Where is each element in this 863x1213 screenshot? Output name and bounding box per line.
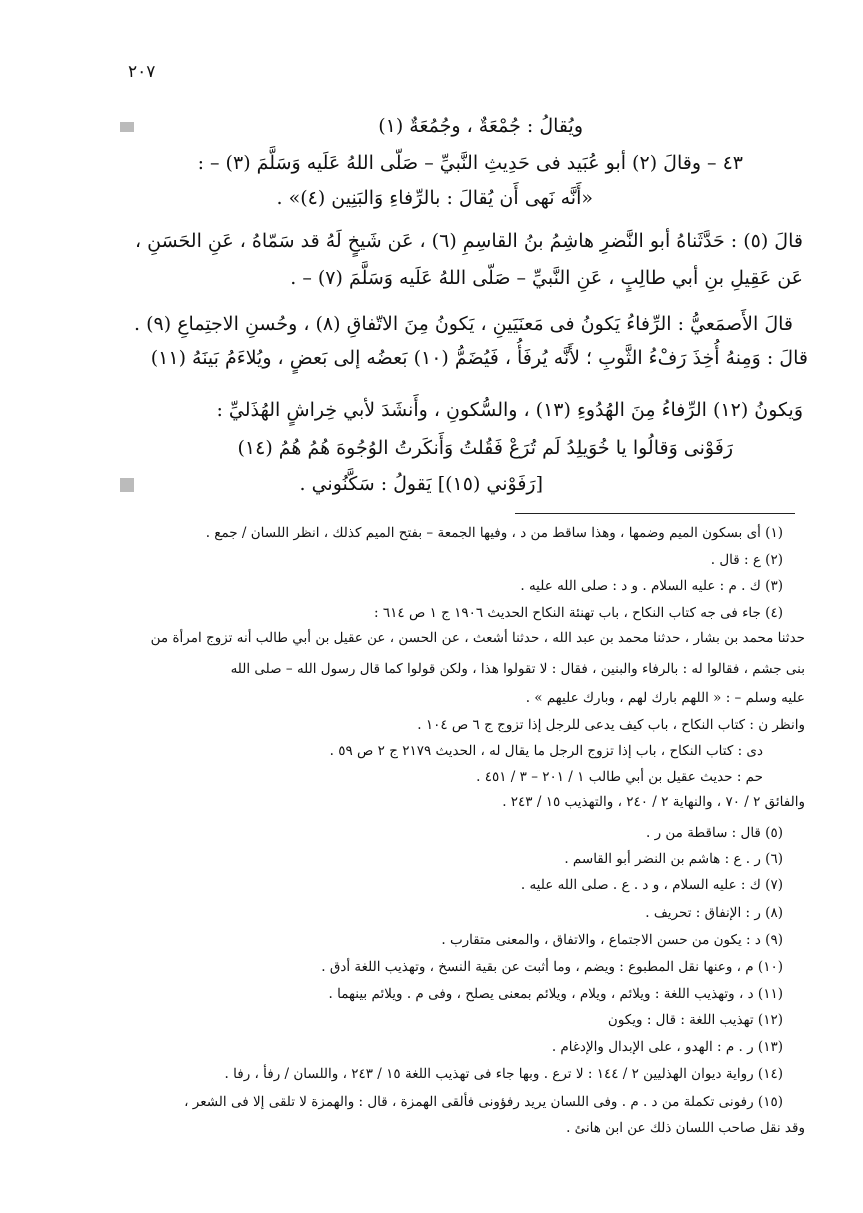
footnote: (٩) د : يكون من حسن الاجتماع ، والاتفاق ، والمعنى متقارب . xyxy=(441,932,783,948)
footnote: (١٥) رفونى تكملة من د . م . وفى اللسان يريد رفؤونى فألقى الهمزة ، قال : والهمزة لا تلقى إلا فى الشعر ، xyxy=(184,1094,783,1110)
footnote: (٣) ك . م : عليه السلام . و د : صلى الله عليه . xyxy=(520,578,783,594)
footnote-continuation: وقد نقل صاحب اللسان ذلك عن ابن هانئ . xyxy=(566,1120,805,1136)
footnote-continuation: حم : حديث عقيل بن أبي طالب ١ / ٢٠١ – ٣ / ٤٥١ . xyxy=(476,769,763,785)
footnote: (٥) قال : ساقطة من ر . xyxy=(646,825,783,841)
footnote: (١١) د ، وتهذيب اللغة : ويلائم ، ويلام ، ويلائم بمعنى يصلح ، وفى م . ويلائم بينهما . xyxy=(328,986,783,1002)
page-number: ٢٠٧ xyxy=(128,62,156,82)
poem-verse: رَفَوْنى وَقالُوا يا خُوَيلِدُ لَم تُرَعْ فَقُلتُ وَأَنكَرتُ الوُجُوهَ هُمُ هُمُ (١٤) xyxy=(237,437,733,459)
footnote: (١٢) تهذيب اللغة : قال : ويكون xyxy=(607,1012,783,1028)
footnote: (٦) ر . ع : هاشم بن النضر أبو القاسم . xyxy=(564,851,783,867)
footnote-continuation: والفائق ٢ / ٧٠ ، والنهاية ٢ / ٢٤٠ ، والتهذيب ١٥ / ٢٤٣ . xyxy=(502,794,805,810)
footnote: (٨) ر : الإنفاق : تحريف . xyxy=(645,905,783,921)
main-line: [رَفَوْني (١٥)] يَقولُ : سَكَّنُوني . xyxy=(299,473,543,495)
footnote: (١٠) م ، وعنها نقل المطبوع : ويضم ، وما أثبت عن بقية النسخ ، وتهذيب اللغة أدق . xyxy=(321,959,783,975)
scan-speck xyxy=(120,122,134,132)
footnote: (٢) ع : قال . xyxy=(710,552,783,568)
main-line: ٤٣ – وقالَ (٢) أبو عُبَيد فى حَدِيثِ النَّبيِّ – صَلّى اللهُ عَلَيه وَسَلَّمَ (٣) – : xyxy=(197,152,743,174)
footnote-continuation: حدثنا محمد بن بشار ، حدثنا محمد بن عبد الله ، حدثنا أشعث ، عن الحسن ، عن عقيل بن أبي طالب أنه تزوج امرأة من xyxy=(150,630,805,646)
scan-speck xyxy=(120,478,134,492)
main-line: وَيكونُ (١٢) الرِّفاءُ مِنَ الهُدُوءِ (١٣) ، والسُّكونِ ، وأَنشَدَ لأبي خِراشٍ الهُذَليِّ : xyxy=(216,399,803,421)
footnote: (١) أى بسكون الميم وضمها ، وهذا ساقط من د ، وفيها الجمعة – بفتح الميم كذلك ، انظر اللسان / جمع . xyxy=(205,525,783,541)
footnote: (٧) ك : عليه السلام ، و د . ع . صلى الله عليه . xyxy=(520,877,783,893)
footnote-continuation: وانظر ن : كتاب النكاح ، باب كيف يدعى للرجل إذا تزوج ج ٦ ص ١٠٤ . xyxy=(417,717,805,733)
footnote-separator xyxy=(515,513,795,514)
footnote-continuation: عليه وسلم – : « اللهم بارك لهم ، وبارك عليهم » . xyxy=(525,690,805,706)
main-line: «أَنَّه نَهى أَن يُقالَ : بالرِّفاءِ وَالبَنِين (٤)» . xyxy=(276,187,593,209)
footnote: (١٣) ر . م : الهدو ، على الإبدال والإدغام . xyxy=(551,1039,783,1055)
main-line: عَن عَقِيلِ بنِ أبي طالِبٍ ، عَنِ النَّبيِّ – صَلّى اللهُ عَلَيه وَسَلَّمَ (٧) – . xyxy=(290,267,803,289)
main-line: ويُقالُ : جُمْعَةٌ ، وجُمُعَةٌ (١) xyxy=(378,115,583,137)
footnote: (٤) جاء فى جه كتاب النكاح ، باب تهنئة النكاح الحديث ١٩٠٦ ج ١ ص ٦١٤ : xyxy=(374,605,783,621)
main-line: قالَ الأَصمَعيُّ : الرِّفاءُ يَكونُ فى مَعنَيَينِ ، يَكونُ مِنَ الاتّفاقِ (٨) ، وحُسنِ الاجتِماعِ (٩) . xyxy=(134,313,793,335)
footnote-continuation: دى : كتاب النكاح ، باب إذا تزوج الرجل ما يقال له ، الحديث ٢١٧٩ ج ٢ ص ٥٩ . xyxy=(329,743,763,759)
footnote: (١٤) رواية ديوان الهذليين ٢ / ١٤٤ : لا ترع . وبها جاء فى تهذيب اللغة ١٥ / ٢٤٣ ، واللسان / رفأ ، رفا . xyxy=(224,1066,783,1082)
footnote-continuation: بنى جشم ، فقالوا له : بالرفاء والبنين ، فقال : لا تقولوا هذا ، ولكن قولوا كما قال رسول الله – صلى الله xyxy=(230,661,805,677)
main-line: قالَ (٥) : حَدَّثَناهُ أبو النَّضرِ هاشِمُ بنُ القاسِمِ (٦) ، عَن شَيخٍ لَهُ قد سَمّاهُ ، عَنِ الحَسَنِ ، xyxy=(134,230,803,252)
main-line: قالَ : وَمِنهُ أُخِذَ رَفْءُ الثَّوبِ ؛ لأَنَّه يُرفَأُ ، فَيُضَمُّ (١٠) بَعضُه إلى بَعضٍ ، ويُلاءَمُ بَينَهُ (١١) xyxy=(150,347,808,369)
